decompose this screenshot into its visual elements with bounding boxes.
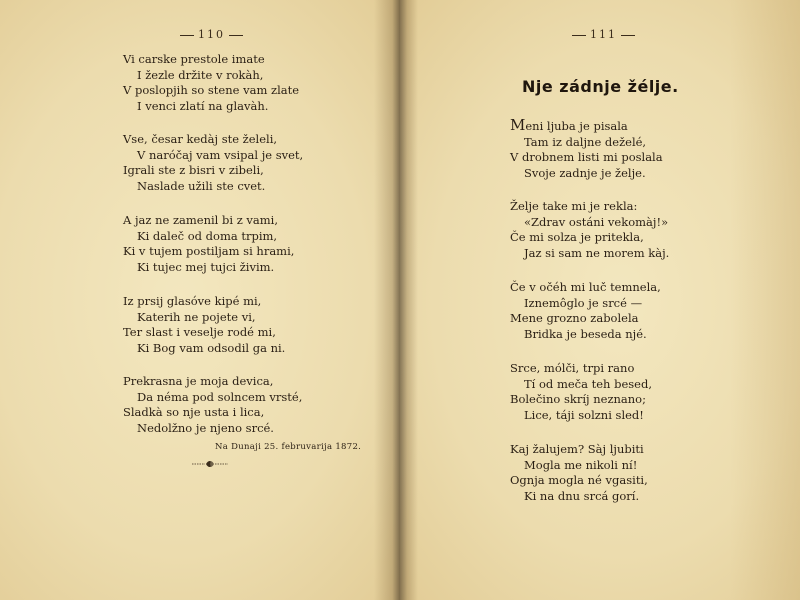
- right-stanza-4: [510, 361, 652, 423]
- right-stanza-2: [510, 199, 669, 261]
- left-stanza-2: [123, 132, 303, 194]
- verse-line: I venci zlatí na glavàh.: [137, 98, 269, 113]
- verse-line: Igrali ste z bisri v zibeli,: [123, 163, 264, 177]
- verse-line: Nedolžno je njeno srcé.: [137, 420, 274, 435]
- left-page-number: [176, 28, 247, 41]
- left-stanza-3: [123, 213, 294, 275]
- verse-line: Lice, táji solzni sled!: [524, 407, 644, 422]
- page-number-dash: [229, 35, 243, 36]
- page-number-dash: [572, 35, 586, 36]
- verse-line: Ter slast i veselje rodé mi,: [123, 325, 276, 339]
- verse-line: Ki Bog vam odsodil ga ni.: [137, 340, 286, 355]
- verse-line: Iz prsij glasóve kipé mi,: [123, 294, 262, 308]
- right-stanza-3: [510, 280, 661, 342]
- verse-line: Kaj žalujem? Sàj ljubiti: [510, 442, 644, 456]
- verse-line: I žezle držite v rokàh,: [137, 67, 264, 82]
- left-stanza-4: [123, 294, 285, 356]
- verse-line: Vi carske prestole imate: [123, 52, 265, 66]
- verse-line: Sladkà so nje usta i lica,: [123, 405, 265, 419]
- verse-line: Če mi solza je pritekla,: [510, 230, 644, 244]
- verse-line: Jaz si sam ne morem kàj.: [524, 245, 670, 260]
- verse-line: Ognja mogla né vgasiti,: [510, 473, 648, 487]
- verse-line: Ki na dnu srcá gorí.: [524, 488, 640, 503]
- initial-letter: M: [510, 116, 526, 134]
- verse-line: Tí od meča teh besed,: [524, 376, 652, 391]
- verse-line: Ki v tujem postiljam si hrami,: [123, 244, 295, 258]
- verse-line: Ki daleč od doma trpim,: [137, 228, 278, 243]
- poem-title: Nje zádnje žélje.: [522, 77, 679, 96]
- verse-line: Iznemôglo je srcé —: [524, 295, 643, 310]
- verse-line: Tam iz daljne deželé,: [524, 134, 647, 149]
- right-stanza-1: [510, 118, 663, 181]
- right-page-number: [568, 28, 639, 41]
- verse-line: V poslopjih so stene vam zlate: [123, 83, 300, 97]
- left-stanza-5: [123, 374, 302, 436]
- verse-line: Da néma pod solncem vrsté,: [137, 389, 303, 404]
- verse-line: Vse, česar kedàj ste želeli,: [123, 132, 278, 146]
- verse-line: Če v očéh mi luč temnela,: [510, 280, 661, 294]
- page-number-dash: [621, 35, 635, 36]
- left-page-number-text: 110: [198, 28, 225, 41]
- verse-line: V naróčaj vam vsipal je svet,: [137, 147, 304, 162]
- left-stanza-1: [123, 52, 299, 114]
- verse-line: Naslade užili ste cvet.: [137, 178, 266, 193]
- verse-line: A jaz ne zamenil bi z vami,: [123, 213, 279, 227]
- page-number-dash: [180, 35, 194, 36]
- verse-line: Srce, mólči, trpi rano: [510, 361, 635, 375]
- poem-signature: Na Dunaji 25. februvarija 1872.: [215, 442, 362, 452]
- verse-line: Svoje zadnje je želje.: [524, 165, 646, 180]
- verse-line: Ki tujec mej tujci živim.: [137, 259, 275, 274]
- verse-line: Mogla me nikoli ní!: [524, 457, 638, 472]
- verse-line: Meni ljuba je pisala: [510, 116, 628, 134]
- verse-line: «Zdrav ostáni vekomàj!»: [524, 214, 669, 229]
- verse-line: Bolečino skríj neznano;: [510, 392, 646, 406]
- verse-line: Mene grozno zabolela: [510, 311, 639, 325]
- right-page-number-text: 111: [590, 28, 617, 41]
- verse-line: V drobnem listi mi poslala: [510, 150, 663, 164]
- verse-line: Katerih ne pojete vi,: [137, 309, 256, 324]
- verse-line: Želje take mi je rekla:: [510, 199, 638, 213]
- end-ornament-icon: [192, 459, 228, 469]
- right-stanza-5: [510, 442, 648, 504]
- verse-line: Bridka je beseda njé.: [524, 326, 647, 341]
- verse-line: Prekrasna je moja devica,: [123, 374, 274, 388]
- right-page: [400, 0, 800, 600]
